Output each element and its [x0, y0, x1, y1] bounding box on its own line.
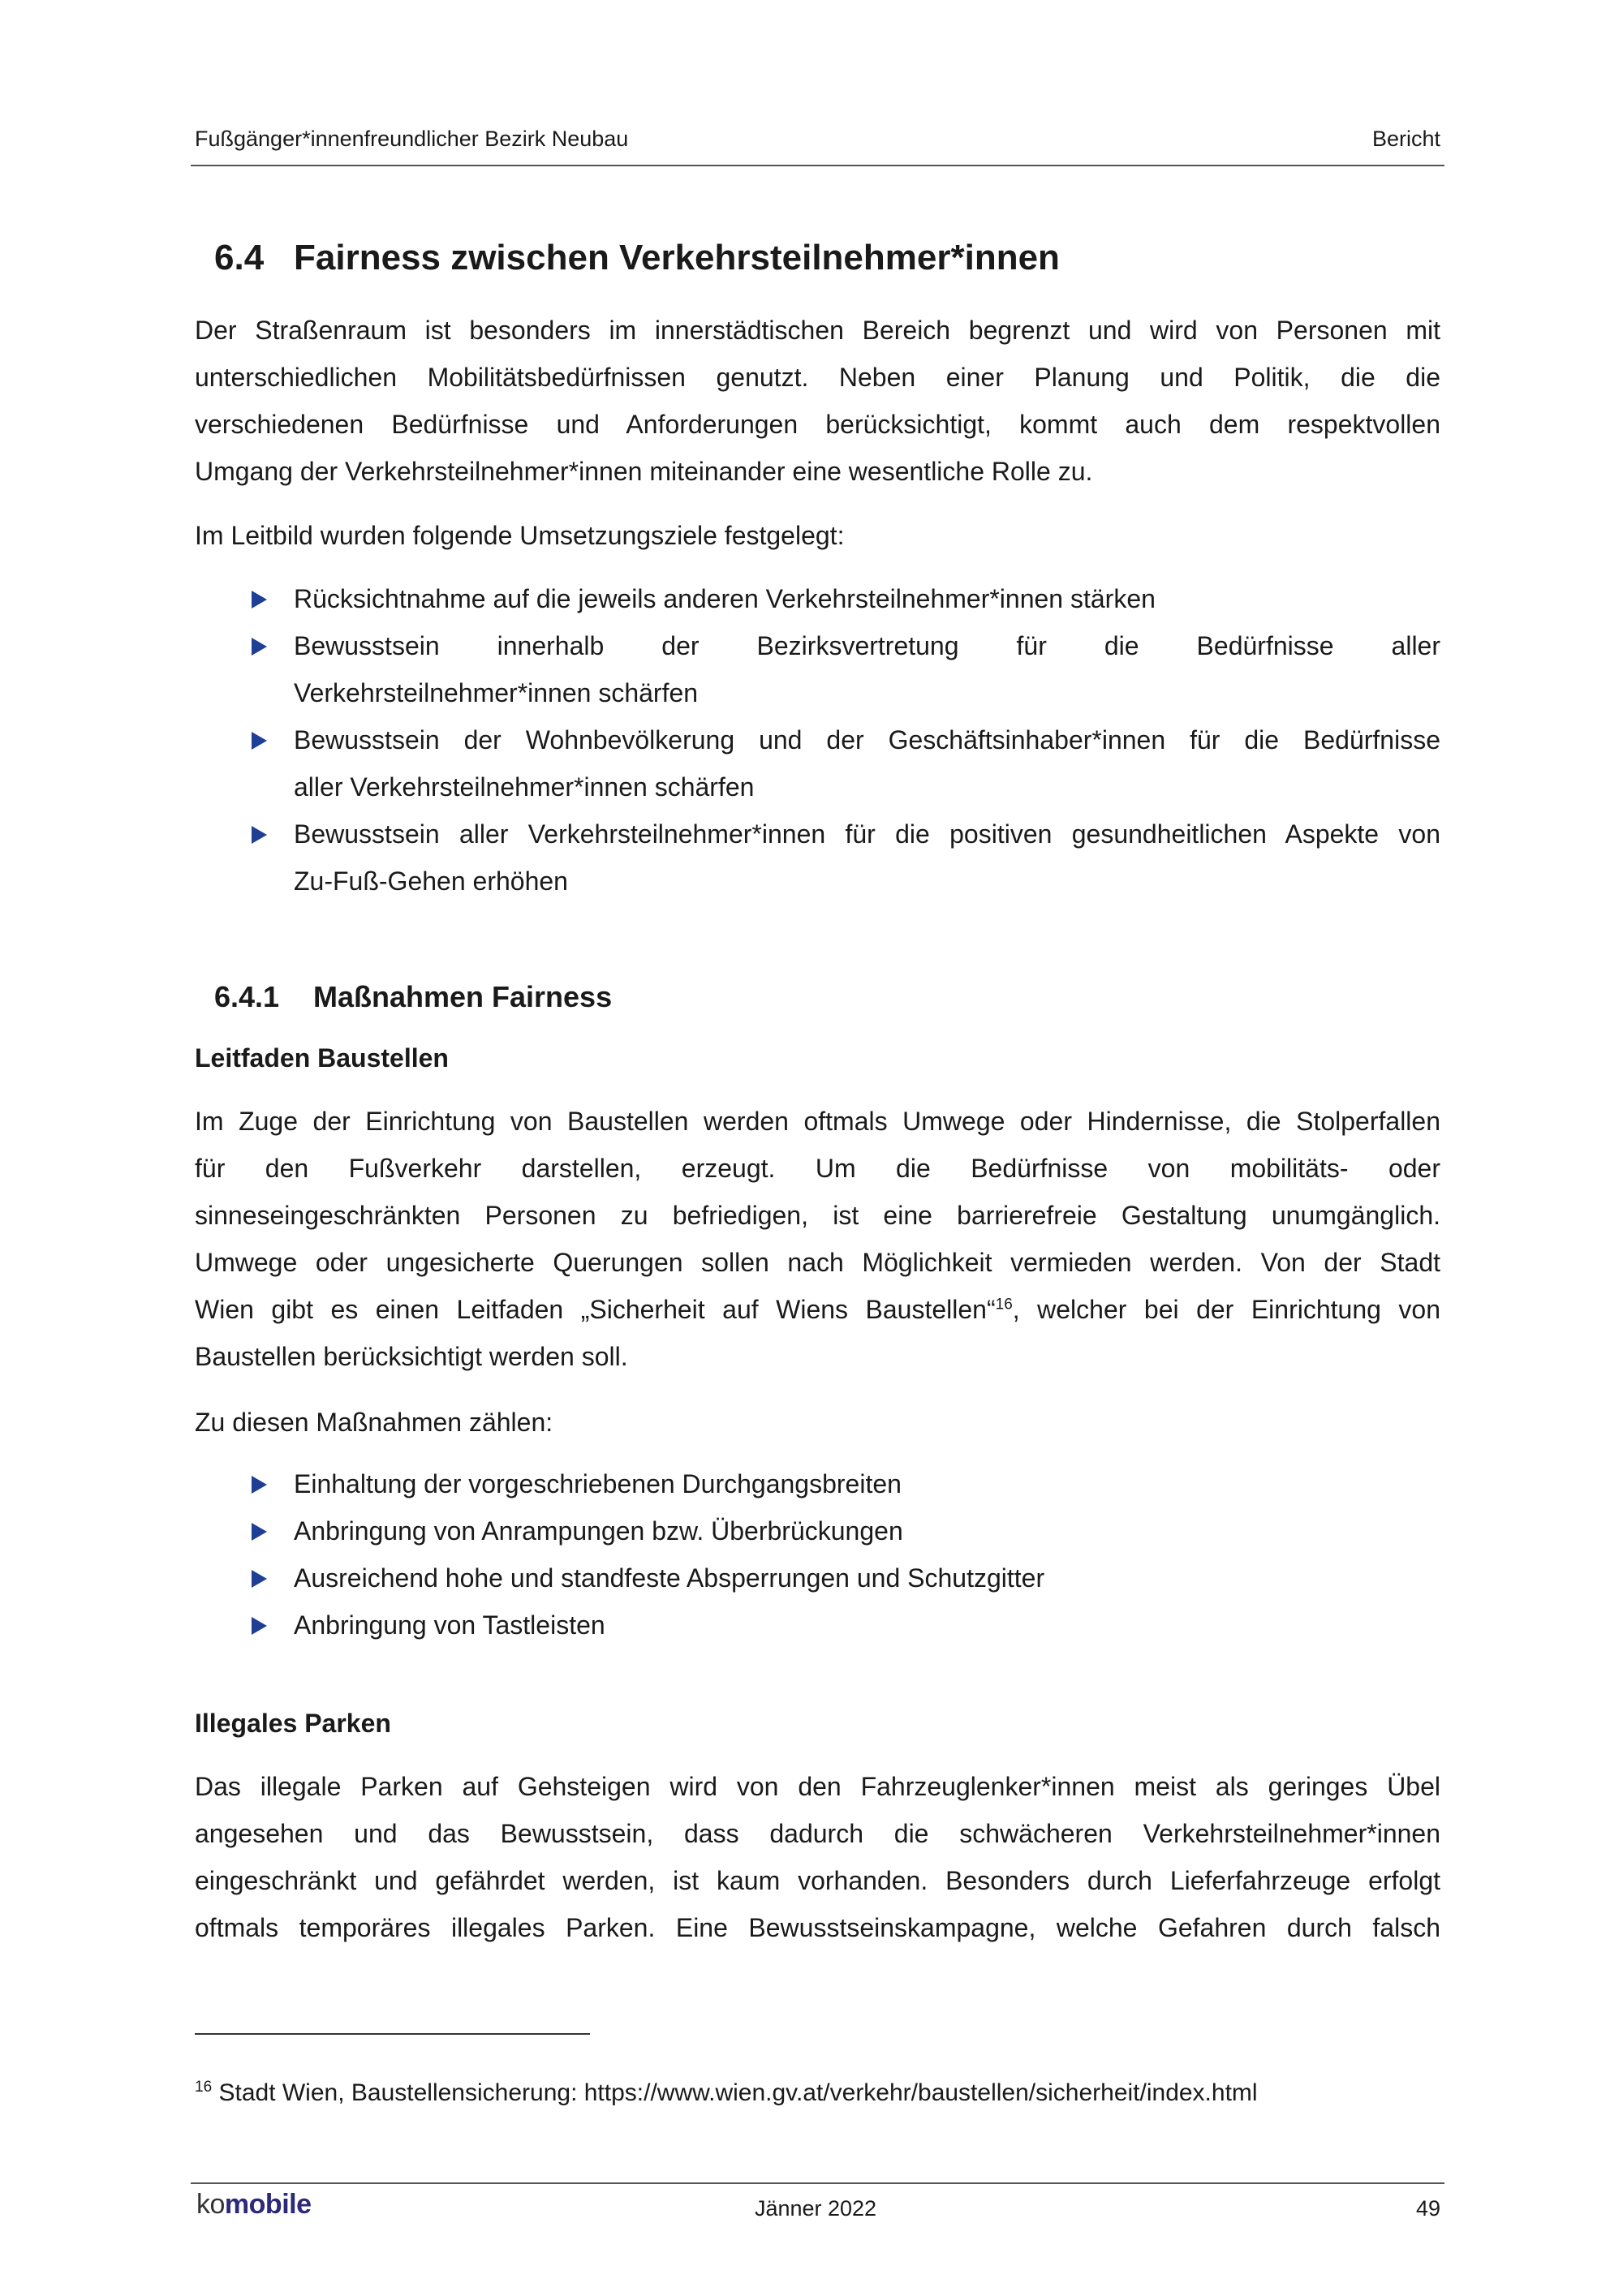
para-line: Umgang der Verkehrsteilnehmer*innen miteinander eine wesentliche Rolle zu. — [195, 457, 1093, 486]
bullet-line: Bewusstsein aller Verkehrsteilnehmer*innen für die positiven gesundheitlichen Aspekte von — [294, 819, 1440, 849]
parken-heading: Illegales Parken — [195, 1709, 391, 1738]
bullet-line: Einhaltung der vorgeschriebenen Durchgangsbreiten — [294, 1469, 902, 1498]
section-heading — [214, 235, 1060, 281]
triangle-bullet-icon — [252, 826, 267, 844]
triangle-bullet-icon — [252, 1523, 267, 1541]
para-line: für den Fußverkehr darstellen, erzeugt. Um die Bedürfnisse von mobilitäts- oder — [195, 1154, 1440, 1183]
bullet-line: Verkehrsteilnehmer*innen schärfen — [294, 678, 699, 707]
subsection-number: 6.4.1 — [214, 980, 280, 1013]
para-line: eingeschränkt und gefährdet werden, ist kaum vorhanden. Besonders durch Lieferfahrzeuge erfolgt — [195, 1866, 1440, 1895]
bullet-item — [195, 1460, 1440, 1507]
bullet-item — [195, 622, 1440, 716]
header-divider — [191, 165, 1444, 166]
header-title: Fußgänger*innenfreundlicher Bezirk Neubau — [195, 127, 629, 151]
footer-date: Jänner 2022 — [754, 2196, 877, 2221]
logo-part: mobile — [224, 2189, 312, 2220]
goals-intro — [195, 512, 1440, 559]
measures-intro-text: Zu diesen Maßnahmen zählen: — [195, 1408, 553, 1437]
para-line: unterschiedlichen Mobilitätsbedürfnissen genutzt. Neben einer Planung und Politik, die die — [195, 363, 1440, 392]
footnote-text[interactable]: Stadt Wien, Baustellensicherung: https://www.wien.gv.at/verkehr/baustellen/sicherheit/index.html — [218, 2079, 1258, 2106]
para-line — [195, 1286, 1440, 1333]
footer-divider — [191, 2182, 1444, 2184]
triangle-bullet-icon — [252, 1570, 267, 1588]
bullet-line: Ausreichend hohe und standfeste Absperrungen und Schutzgitter — [294, 1563, 1045, 1593]
bullet-line: Anbringung von Anrampungen bzw. Überbrückungen — [294, 1516, 903, 1546]
goals-intro-text: Im Leitbild wurden folgende Umsetzungsziele festgelegt: — [195, 521, 845, 550]
triangle-bullet-icon — [252, 638, 267, 656]
section-number: 6.4 — [214, 238, 265, 277]
leitfaden-paragraph — [195, 1098, 1440, 1380]
subsection-heading — [214, 978, 612, 1017]
footnote-divider — [195, 2033, 590, 2035]
footnote-ref[interactable]: 16 — [995, 1296, 1013, 1314]
para-line: sinneseingeschränkten Personen zu befriedigen, ist eine barrierefreie Gestaltung unumgänglich. — [195, 1201, 1440, 1230]
bullet-item — [195, 716, 1440, 810]
bullet-item — [195, 1507, 1440, 1554]
measures-list — [195, 1460, 1440, 1649]
parken-paragraph — [195, 1763, 1440, 1951]
triangle-bullet-icon — [252, 591, 267, 608]
para-line-text: , welcher bei der Einrichtung von — [1012, 1295, 1441, 1324]
logo-part: ko — [196, 2189, 225, 2220]
footnote — [195, 2075, 1258, 2111]
page-number: 49 — [1415, 2196, 1440, 2221]
goals-list — [195, 575, 1440, 905]
measures-intro — [195, 1399, 1440, 1446]
triangle-bullet-icon — [252, 732, 267, 750]
para-line: verschiedenen Bedürfnisse und Anforderungen berücksichtigt, kommt auch dem respektvollen — [195, 410, 1440, 439]
footnote-number: 16 — [195, 2079, 213, 2096]
bullet-line: Anbringung von Tastleisten — [294, 1610, 605, 1640]
intro-paragraph — [195, 307, 1440, 495]
bullet-line: Bewusstsein innerhalb der Bezirksvertretung für die Bedürfnisse aller — [294, 631, 1440, 660]
para-line: Umwege oder ungesicherte Querungen sollen nach Möglichkeit vermieden werden. Von der Stadt — [195, 1248, 1440, 1277]
bullet-line: Bewusstsein der Wohnbevölkerung und der Geschäftsinhaber*innen für die Bedürfnisse — [294, 725, 1440, 755]
bullet-item — [195, 810, 1440, 905]
para-line: Der Straßenraum ist besonders im innerstädtischen Bereich begrenzt und wird von Personen mit — [195, 316, 1440, 345]
subsection-title: Maßnahmen Fairness — [313, 980, 613, 1013]
triangle-bullet-icon — [252, 1617, 267, 1635]
bullet-line: Rücksichtnahme auf die jeweils anderen Verkehrsteilnehmer*innen stärken — [294, 584, 1156, 613]
leitfaden-heading: Leitfaden Baustellen — [195, 1043, 449, 1073]
bullet-line: aller Verkehrsteilnehmer*innen schärfen — [294, 772, 755, 802]
bullet-item — [195, 575, 1440, 622]
para-line: angesehen und das Bewusstsein, dass dadurch die schwächeren Verkehrsteilnehmer*innen — [195, 1819, 1440, 1848]
section-title: Fairness zwischen Verkehrsteilnehmer*innen — [294, 238, 1060, 277]
bullet-line: Zu-Fuß-Gehen erhöhen — [294, 866, 568, 896]
triangle-bullet-icon — [252, 1476, 267, 1494]
para-line: Im Zuge der Einrichtung von Baustellen werden oftmals Umwege oder Hindernisse, die Stolperfallen — [195, 1107, 1440, 1136]
para-line: Baustellen berücksichtigt werden soll. — [195, 1342, 628, 1371]
para-line: oftmals temporäres illegales Parken. Eine Bewusstseinskampagne, welche Gefahren durch falsch — [195, 1913, 1440, 1942]
bullet-item — [195, 1602, 1440, 1649]
bullet-item — [195, 1554, 1440, 1602]
para-line: Das illegale Parken auf Gehsteigen wird von den Fahrzeuglenker*innen meist als geringes Übel — [195, 1772, 1440, 1801]
header-doc-type: Bericht — [1371, 127, 1440, 151]
para-line-text: Wien gibt es einen Leitfaden „Sicherheit auf Wiens Baustellen“ — [195, 1295, 996, 1324]
